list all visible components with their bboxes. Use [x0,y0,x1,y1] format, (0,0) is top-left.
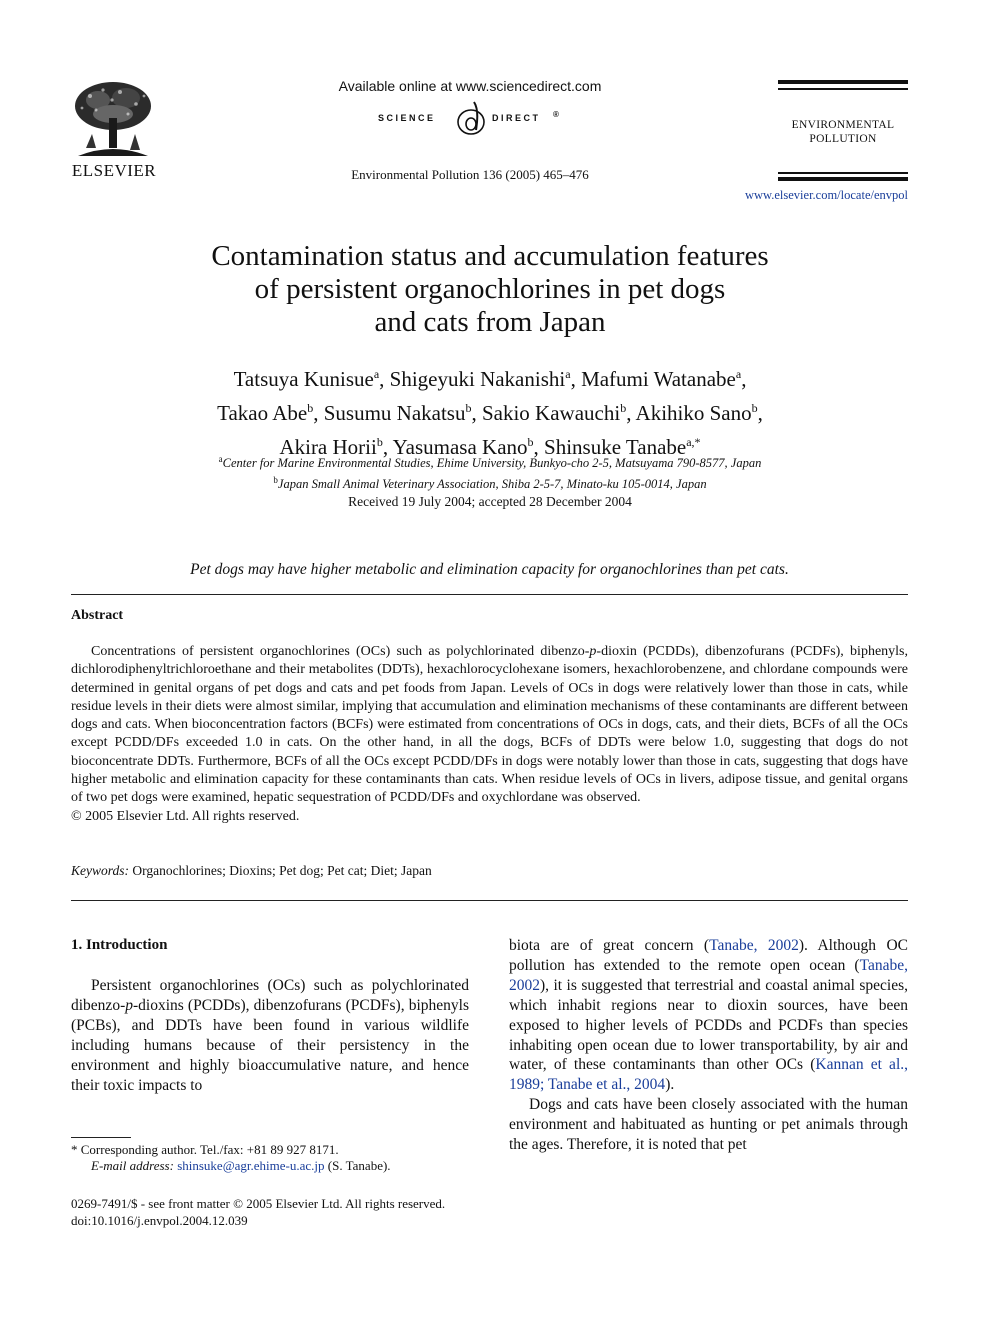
citation-link[interactable]: Tanabe, 2002 [709,937,799,954]
affiliation-text: Center for Marine Environmental Studies, Ehime University, Bunkyo-cho 2-5, Matsuyama 790-8577, Japan [222,456,762,471]
body-text: biota are of great concern ( [509,937,710,954]
abstract-italic-p: p [589,644,597,659]
author-separator: , [626,401,636,425]
keywords [71,863,908,879]
body-italic-p: p [125,996,133,1014]
author-separator: , [382,435,393,459]
keywords-label: Keywords: [71,863,129,878]
author-separator: , [570,367,582,391]
body-text: Persistent organochlorines (OCs) such as polychlorinated dibenzo- [71,977,469,1014]
journal-url-link[interactable]: www.elsevier.com/locate/envpol [744,188,908,202]
author-separator: , [471,401,482,425]
author-list [120,360,860,462]
intro-paragraph-continued [509,936,908,1095]
elsevier-logo [68,78,160,182]
author-separator: , [741,367,747,391]
masthead-rule-top-thin [778,88,908,90]
keywords-text: Organochlorines; Dioxins; Pet dog; Pet cat; Diet; Japan [132,863,432,878]
author-separator: , [313,401,324,425]
abstract-copyright: © 2005 Elsevier Ltd. All rights reserved. [71,808,300,824]
author-name[interactable]: Tatsuya Kunisue [233,367,374,391]
sd-right-word: DIRECT [492,113,541,123]
author-name[interactable]: Shinsuke Tanabe [544,435,687,459]
journal-name [778,118,908,146]
corresponding-author-note: * Corresponding author. Tel./fax: +81 89 927 8171. [71,1142,339,1157]
affiliation-label: b [273,475,278,486]
author-affiliation-mark: b [527,435,534,449]
body-text: -dioxins (PCDDs), dibenzofurans (PCDFs), biphenyls (PCBs), and DDTs have been found in various wildlife including humans because of their persistency in the environment and highly bioaccumulative nature, and hence their toxic impacts to [71,996,469,1094]
citation-link[interactable]: Kannan et al., 1989; Tanabe et al., 2004 [509,1056,908,1094]
affiliation-text: Japan Small Animal Veterinary Association, Shiba 2-5-7, Minato-ku 105-0014, Japan [277,477,707,492]
author-affiliation-mark: a [565,367,571,381]
author-affiliation-mark: b [620,401,627,415]
footnote-rule [71,1137,131,1138]
title-line-3: and cats from Japan [374,306,606,338]
abstract-text-part: Concentrations of persistent organochlorines (OCs) such as polychlorinated dibenzo- [91,644,590,659]
author-affiliation-mark: b [307,401,314,415]
author-separator: , [757,401,763,425]
sciencedirect-d-icon [454,100,488,138]
author-separator: , [379,367,390,391]
sd-registered-mark: ® [553,110,562,119]
author-affiliation-mark: b [465,401,472,415]
title-line-1: Contamination status and accumulation features [211,240,769,272]
author-affiliation-mark: a [373,367,380,381]
intro-paragraph-2: Dogs and cats have been closely associated with the human environment and habituated as hunting or pet animals through the ages. Therefore, it is noted that pet [509,1096,908,1154]
author-name[interactable]: Akira Horii [279,435,377,459]
author-affiliation-mark: a [735,367,742,381]
affiliation-b [120,472,860,493]
doi-line[interactable]: doi:10.1016/j.envpol.2004.12.039 [71,1213,248,1228]
issn-line: 0269-7491/$ - see front matter © 2005 Elsevier Ltd. All rights reserved. [71,1196,446,1211]
body-text: ). [665,1076,675,1094]
journal-name-line2: POLLUTION [809,133,877,145]
author-name[interactable]: Akihiko Sano [635,401,752,425]
intro-paragraph-left [71,976,469,1095]
abstract-body [71,643,908,826]
affiliation-label: a [218,454,223,464]
masthead-rule-top-thick [778,80,908,84]
author-name[interactable]: Susumu Nakatsu [323,401,466,425]
masthead-rule-bottom-thick [778,177,908,181]
title-line-2: of persistent organochlorines in pet dogs [254,273,726,305]
intro-right-column [509,936,908,1155]
divider-bottom [71,900,908,901]
author-affiliation-mark: b [376,435,383,449]
masthead-rule-bottom-thin [778,172,908,174]
author-name[interactable]: Sakio Kawauchi [481,401,621,425]
available-online-text: Available online at www.sciencedirect.com [338,78,602,94]
elsevier-tree-icon [68,78,158,160]
author-line-2 [120,394,860,428]
email-link[interactable]: shinsuke@agr.ehime-u.ac.jp [177,1158,325,1173]
author-affiliation-mark[interactable]: a,* [686,435,701,449]
author-name[interactable]: Takao Abe [217,401,308,425]
journal-citation: Environmental Pollution 136 (2005) 465–476 [351,167,589,182]
body-text: ). Although OC pollution has extended to the remote open ocean ( [509,937,908,974]
citation-link[interactable]: Tanabe, 2002 [509,956,908,994]
received-dates: Received 19 July 2004; accepted 28 December 2004 [348,494,632,509]
author-line-1 [120,360,860,394]
author-name[interactable]: Shigeyuki Nakanishi [389,367,566,391]
article-highlight: Pet dogs may have higher metabolic and elimination capacity for organochlorines than pet cats. [190,561,789,578]
divider-top [71,594,908,595]
abstract-heading: Abstract [71,608,124,623]
email-label: E-mail address: [91,1158,174,1173]
author-name[interactable]: Mafumi Watanabe [581,367,736,391]
sd-left-word: SCIENCE [378,113,436,123]
journal-name-line1: ENVIRONMENTAL [791,119,895,131]
author-affiliation-mark: b [751,401,758,415]
email-suffix: (S. Tanabe). [327,1158,391,1173]
affiliation-a [120,451,860,472]
abstract-text-part: -dioxin (PCDDs), dibenzofurans (PCDFs), biphenyls, dichlorodiphenyltrichloroethane and their metabolites (DDTs), hexachlorocyclohexane isomers, hexachlorobenzene, and chlordane compounds were determined in genital organs of pet dogs and cats and pet foods from Japan. Levels of OCs in dogs were relatively lower than those in cats, while residue levels in their diets were almost similar, implying that accumulation and elimination mechanisms of these contaminants are different between dogs and cats. When bioconcentration factors (BCFs) were estimated from concentrations of OCs in dogs, cats, and their diets, BCFs of all the OCs except PCDD/DFs exceeded 1.0 in cats. On the other hand, in all the dogs, BCFs of DDTs were below 1.0, suggesting that dogs do not bioconcentrate DDTs. Furthermore, BCFs of all the OCs except PCDD/DFs in dogs were notably lower than those in cats, suggesting that dogs have higher metabolic and elimination capacity for these contaminants than cats. When residue levels of OCs in livers, adipose tissue, and genital organs of two pet dogs were examined, hepatic sequestration of PCDD/DFs and oxychlordane was observed. [71,644,908,806]
author-separator: , [533,435,545,459]
author-name[interactable]: Yasumasa Kano [392,435,528,459]
sciencedirect-logo [378,100,568,138]
journal-masthead [778,78,908,182]
email-note [91,1158,391,1174]
body-text: ), it is suggested that terrestrial and coastal animal species, which inhabit regions near to dioxin sources, have been exposed to higher levels of PCDDs and PCDFs than species inhabiting open ocean due to lower transportability, by air and water, of these contaminants than other OCs ( [509,976,908,1074]
publisher-name: ELSEVIER [71,161,157,180]
article-title [120,240,860,339]
section-heading-introduction: 1. Introduction [71,937,168,953]
affiliations [120,451,860,493]
